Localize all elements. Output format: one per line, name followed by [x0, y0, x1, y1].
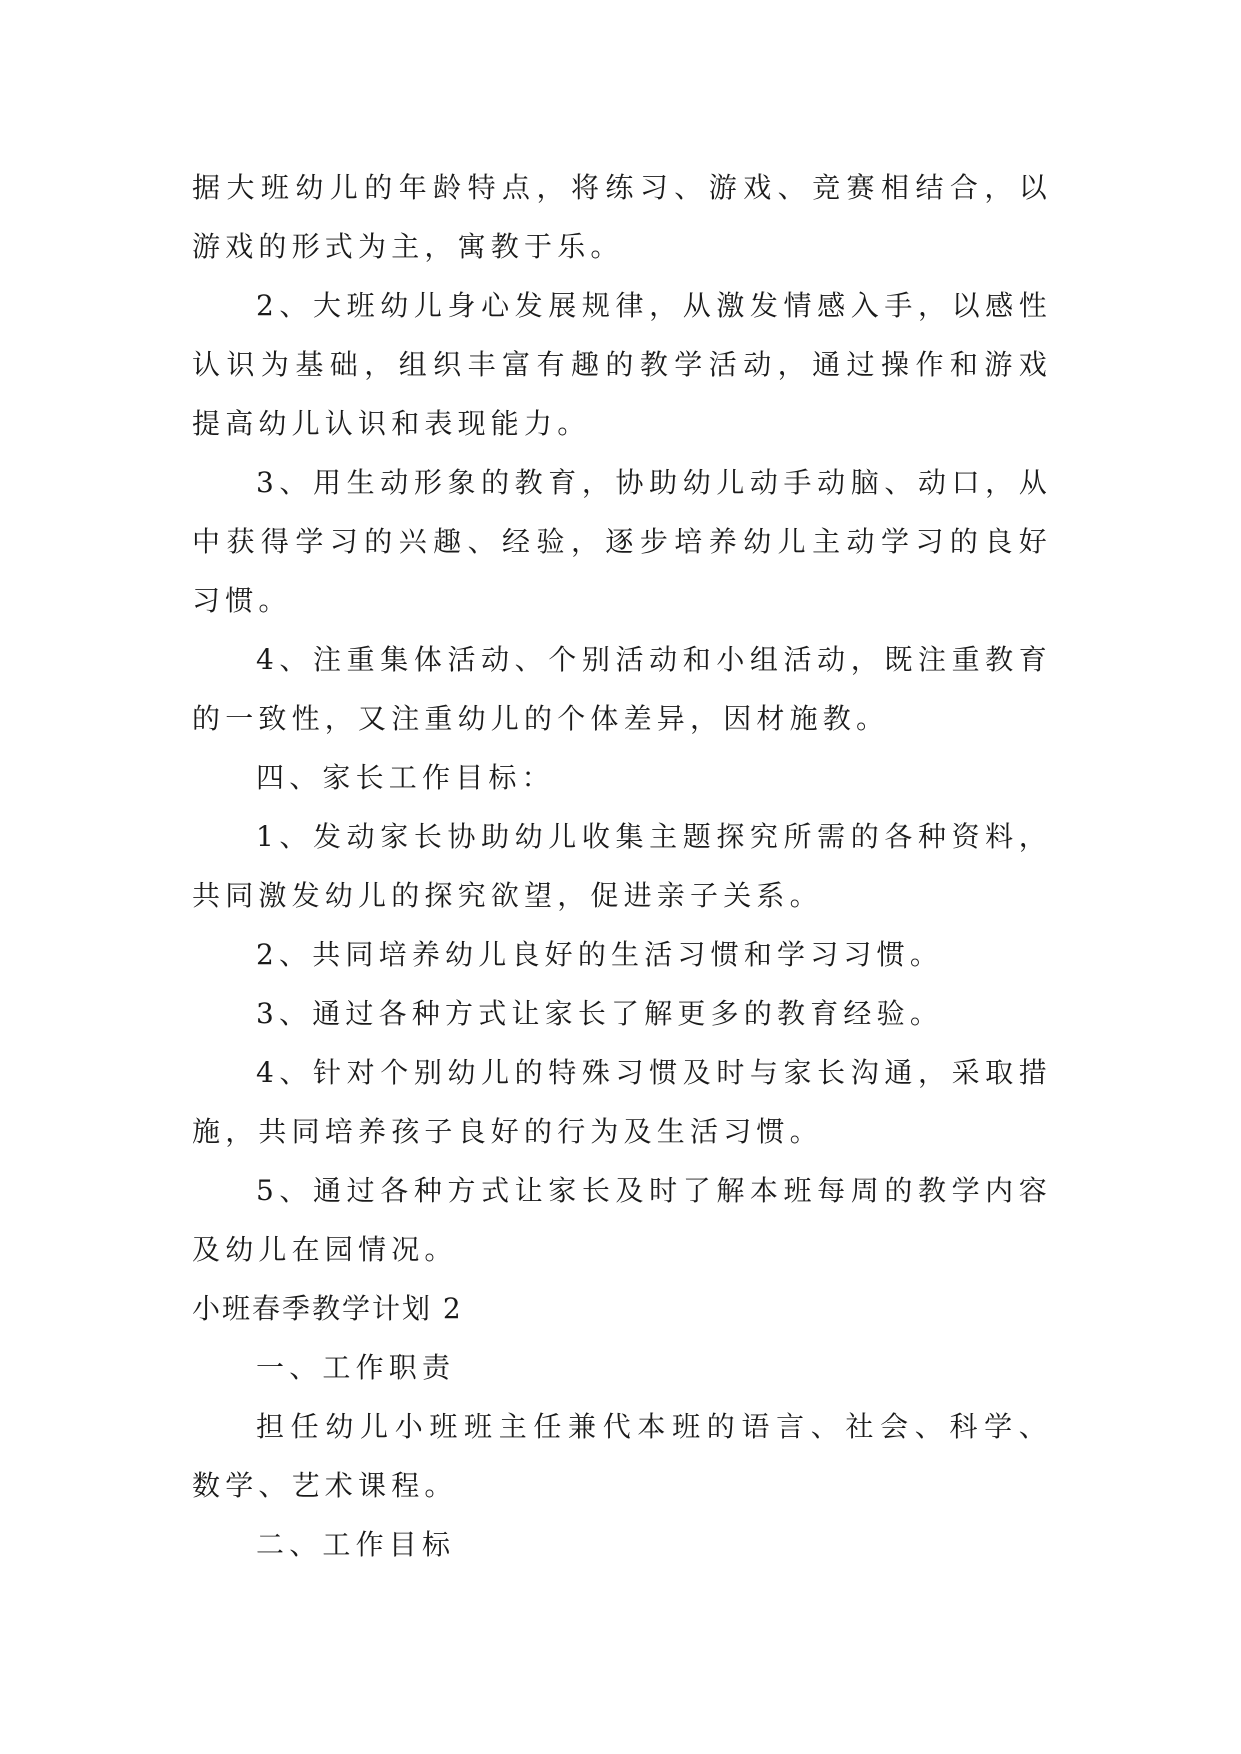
section-heading: 一、工作职责 [256, 1351, 456, 1384]
paragraph: 2、大班幼儿身心发展规律，从激发情感入手，以感性认识为基础，组织丰富有趣的教学活动，通过操作和游戏提高幼儿认识和表现能力。 [192, 289, 1052, 440]
paragraph: 1、发动家长协助幼儿收集主题探究所需的各种资料，共同激发幼儿的探究欲望，促进亲子关系。 [192, 820, 1052, 912]
paragraph: 2、共同培养幼儿良好的生活习惯和学习习惯。 [256, 938, 944, 971]
paragraph: 担任幼儿小班班主任兼代本班的语言、社会、科学、数学、艺术课程。 [192, 1410, 1052, 1502]
paragraph: 4、针对个别幼儿的特殊习惯及时与家长沟通，采取措施，共同培养孩子良好的行为及生活习惯。 [192, 1056, 1052, 1148]
paragraph: 据大班幼儿的年龄特点，将练习、游戏、竞赛相结合，以游戏的形式为主，寓教于乐。 [192, 171, 1052, 263]
section-heading: 二、工作目标 [256, 1528, 456, 1561]
document-section-title: 小班春季教学计划 2 [192, 1292, 463, 1325]
section-heading: 四、家长工作目标： [256, 761, 555, 794]
paragraph: 5、通过各种方式让家长及时了解本班每周的教学内容及幼儿在园情况。 [192, 1174, 1052, 1266]
paragraph: 3、通过各种方式让家长了解更多的教育经验。 [256, 997, 944, 1030]
paragraph: 4、注重集体活动、个别活动和小组活动，既注重教育的一致性，又注重幼儿的个体差异，因材施教。 [192, 643, 1052, 735]
document-page [192, 158, 1052, 1574]
paragraph: 3、用生动形象的教育，协助幼儿动手动脑、动口，从中获得学习的兴趣、经验，逐步培养幼儿主动学习的良好习惯。 [192, 466, 1052, 617]
